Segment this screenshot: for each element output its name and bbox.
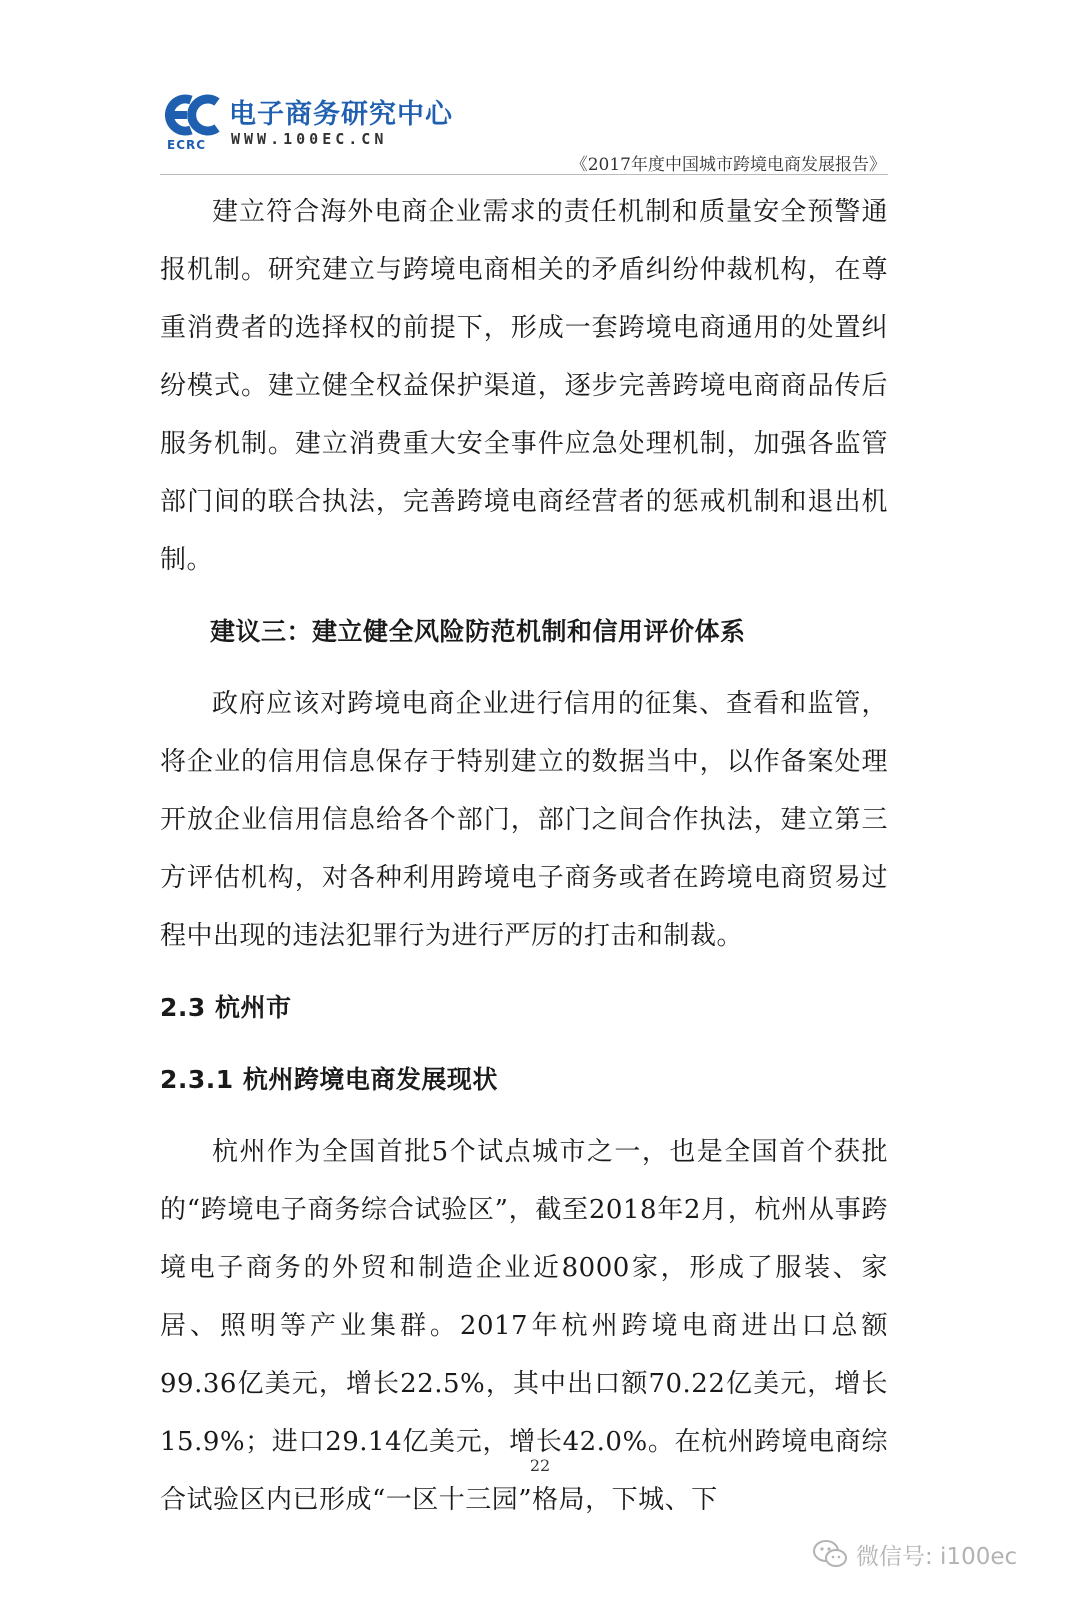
paragraph-credit-supervision: 政府应该对跨境电商企业进行信用的征集、查看和监管，将企业的信用信息保存于特别建立的数据当中，以作备案处理开放企业信用信息给各个部门，部门之间合作执法，建立第三方评估机构，对各种利用跨境电子商务或者在跨境电商贸易过程中出现的违法犯罪行为进行严厉的打击和制裁。 bbox=[160, 689, 888, 951]
heading-section-2-3-1: 2.3.1 杭州跨境电商发展现状 bbox=[160, 1065, 498, 1094]
heading-suggestion-three: 建议三：建立健全风险防范机制和信用评价体系 bbox=[210, 617, 746, 646]
ecrc-logo-icon bbox=[165, 94, 221, 136]
wechat-icon bbox=[812, 1539, 848, 1569]
paragraph-responsibility-mechanism: 建立符合海外电商企业需求的责任机制和质量安全预警通报机制。研究建立与跨境电商相关的矛盾纠纷仲裁机构，在尊重消费者的选择权的前提下，形成一套跨境电商通用的处置纠纷模式。建立健全权益保护渠道，逐步完善跨境电商商品传后服务机制。建立消费重大安全事件应急处理机制，加强各监管部门间的联合执法，完善跨境电商经营者的惩戒机制和退出机制。 bbox=[160, 197, 888, 575]
report-title: 《2017年度中国城市跨境电商发展报告》 bbox=[570, 155, 886, 175]
header-divider bbox=[160, 174, 888, 175]
heading-section-2-3: 2.3 杭州市 bbox=[160, 993, 292, 1022]
wechat-watermark bbox=[812, 1534, 1017, 1574]
watermark-text: 微信号: i100ec bbox=[856, 1543, 1018, 1570]
page-body bbox=[160, 183, 888, 1529]
logo-sub-text: ECRC bbox=[167, 138, 207, 152]
paragraph-hangzhou-status: 杭州作为全国首批5个试点城市之一，也是全国首个获批的“跨境电子商务综合试验区”，截至2018年2月，杭州从事跨境电子商务的外贸和制造企业近8000家，形成了服装、家居、照明等产业集群。2017年杭州跨境电商进出口总额99.36亿美元，增长22.5%，其中出口额70.22亿美元，增长15.9%；进口29.14亿美元，增长42.0%。在杭州跨境电商综合试验区内已形成“一区十三园”格局，下城、下 bbox=[160, 1137, 888, 1515]
logo-url: WWW.100EC.CN bbox=[231, 130, 388, 148]
page-number: 22 bbox=[529, 1456, 551, 1475]
logo-title: 电子商务研究中心 bbox=[229, 99, 453, 130]
ecrc-logo bbox=[165, 88, 453, 158]
